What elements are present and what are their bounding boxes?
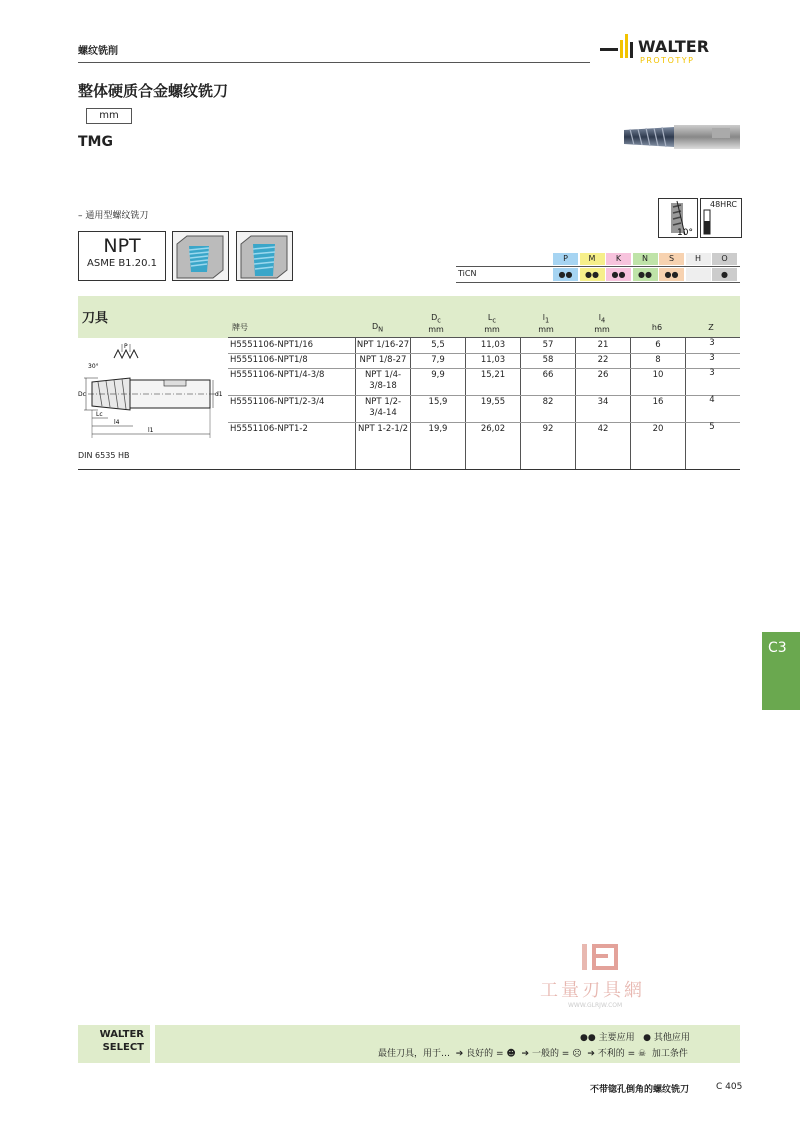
table-rule-bottom [78, 469, 740, 470]
walter-select-box: WALTER SELECT [78, 1025, 150, 1063]
material-group-s: S [659, 253, 684, 265]
drawing-p: P [124, 343, 128, 350]
watermark [538, 940, 688, 1020]
tool-image [622, 122, 740, 152]
drawing-angle: 30° [88, 363, 99, 370]
table-row-rule [228, 395, 740, 396]
brand-main: WALTER [638, 37, 710, 56]
coating-label: TiCN [458, 269, 477, 278]
thread-blind-hole-icon [236, 231, 293, 281]
table-cell-h6: 10 [652, 370, 664, 380]
npt-label: NPT [103, 235, 141, 257]
legend-usage: ●● 主要应用 ● 其他应用 [580, 1033, 690, 1043]
table-cell-l1: 92 [542, 424, 554, 434]
brand-sub: PROTOTYP [640, 56, 695, 65]
angle-value: 10° [677, 228, 693, 237]
top-rule [78, 62, 590, 63]
walter-logo [600, 30, 742, 66]
material-usage-k: ●● [606, 268, 631, 281]
table-cell-lc: 15,21 [480, 370, 506, 380]
table-cell-code: H5551106-NPT1/2-3/4 [230, 397, 325, 407]
table-cell-dc: 7,9 [431, 355, 445, 365]
table-cell-l1: 58 [542, 355, 554, 365]
tools-label: 刀具 [82, 311, 109, 326]
table-cell-l4: 42 [597, 424, 609, 434]
page-number: C 405 [716, 1082, 743, 1092]
material-group-k: K [606, 253, 631, 265]
section-label: 螺纹铣削 [78, 46, 118, 57]
table-cell-dc: 5,5 [431, 340, 445, 350]
table-cell-z: 3 [709, 338, 715, 348]
tool-dimension-drawing [78, 338, 228, 448]
table-cell-h6: 8 [655, 355, 661, 365]
table-cell-h6: 6 [655, 340, 661, 350]
table-cell-code: H5551106-NPT1/4-3/8 [230, 370, 325, 380]
material-usage-o: ● [712, 268, 737, 281]
table-cell-dn: NPT 1/16-27 [356, 340, 410, 350]
table-cell-h6: 16 [652, 397, 664, 407]
table-cell-l1: 82 [542, 397, 554, 407]
table-cell-dc: 19,9 [428, 424, 448, 434]
tools-header-band [78, 296, 740, 338]
table-cell-code: H5551106-NPT1/8 [230, 355, 308, 365]
table-cell-dc: 15,9 [428, 397, 448, 407]
table-cell-l4: 22 [597, 355, 609, 365]
table-cell-dn: NPT 1/8-27 [359, 355, 407, 365]
page-footer-title: 不带锪孔倒角的螺纹铣刀 [590, 1085, 690, 1095]
coating-rule-top [456, 266, 740, 267]
table-cell-l4: 34 [597, 397, 609, 407]
table-cell-z: 4 [709, 395, 715, 405]
page-title: 整体硬质合金螺纹铣刀 [78, 82, 229, 100]
din-standard: DIN 6535 HB [78, 451, 130, 460]
table-cell-code: H5551106-NPT1-2 [230, 424, 308, 434]
table-cell-lc: 26,02 [480, 424, 506, 434]
drawing-l4: l4 [114, 419, 120, 426]
table-cell-z: 3 [709, 368, 715, 378]
drawing-d1: d1 [215, 391, 223, 398]
table-cell-lc: 11,03 [480, 340, 506, 350]
table-cell-dn: NPT 1/4- [364, 370, 402, 380]
material-usage-m: ●● [580, 268, 605, 281]
table-cell-lc: 11,03 [480, 355, 506, 365]
material-group-h: H [686, 253, 711, 265]
material-group-p: P [553, 253, 578, 265]
header-dc: $D_c$ mm [428, 313, 444, 334]
material-group-m: M [580, 253, 605, 265]
npt-standard-box [78, 231, 166, 281]
col-divider [685, 338, 686, 469]
helix-angle-icon [658, 198, 698, 238]
table-cell-h6: 20 [652, 424, 664, 434]
table-cell-l4: 26 [597, 370, 609, 380]
header-l1: $l_1$ mm [538, 313, 554, 334]
table-rule-top [228, 337, 740, 338]
table-cell-dn: NPT 1/2- [364, 397, 402, 407]
chapter-tab[interactable] [762, 632, 800, 710]
table-row-rule [228, 422, 740, 423]
header-lc: $L_c$ mm [484, 313, 500, 334]
chapter-tab-label: C3 [768, 640, 787, 656]
watermark-url: WWW.GLRJW.COM [568, 1002, 623, 1009]
thread-through-hole-icon [172, 231, 229, 281]
header-l4: $l_4$ mm [594, 313, 610, 334]
drawing-dc: Dc [78, 391, 86, 398]
table-cell-z: 3 [709, 353, 715, 363]
material-usage-s: ●● [659, 268, 684, 281]
drawing-l1: l1 [148, 427, 154, 434]
unit-box: mm [86, 108, 132, 124]
table-cell-dn: NPT 1-2-1/2 [357, 424, 408, 434]
header-z: Z [708, 323, 714, 332]
material-usage-h [686, 268, 711, 281]
table-cell-z: 5 [709, 422, 715, 432]
table-cell-lc: 19,55 [480, 397, 506, 407]
watermark-text: 工量刃具網 [540, 980, 645, 1001]
material-usage-p: ●● [553, 268, 578, 281]
header-h6: h6 [651, 323, 663, 332]
material-usage-n: ●● [633, 268, 658, 281]
npt-standard: ASME B1.20.1 [87, 258, 157, 269]
legend-rating: 最佳刀具，用于… ➔ 良好的 = ☻ ➔ 一般的 = ☹ ➔ 不利的 = ☠ 加工条件 [378, 1049, 688, 1059]
table-cell-dc: 9,9 [431, 370, 445, 380]
material-group-o: O [712, 253, 737, 265]
header-brand: 牌号 [232, 323, 248, 332]
table-cell-l1: 66 [542, 370, 554, 380]
table-cell-dn: 3/8-18 [369, 381, 397, 391]
drawing-lc: Lc [96, 411, 103, 418]
hardness-label: 48HRC [710, 200, 737, 209]
table-cell-code: H5551106-NPT1/16 [230, 340, 314, 350]
table-cell-dn: 3/4-14 [369, 408, 397, 418]
table-row-rule [228, 353, 740, 354]
coating-rule-bottom [456, 282, 740, 283]
material-group-n: N [633, 253, 658, 265]
header-dn: $D_N$ [372, 322, 384, 334]
table-row-rule [228, 368, 740, 369]
table-cell-l4: 21 [597, 340, 609, 350]
subtitle: – 通用型螺纹铣刀 [78, 211, 149, 221]
table-cell-l1: 57 [542, 340, 554, 350]
model-code: TMG [78, 134, 113, 150]
